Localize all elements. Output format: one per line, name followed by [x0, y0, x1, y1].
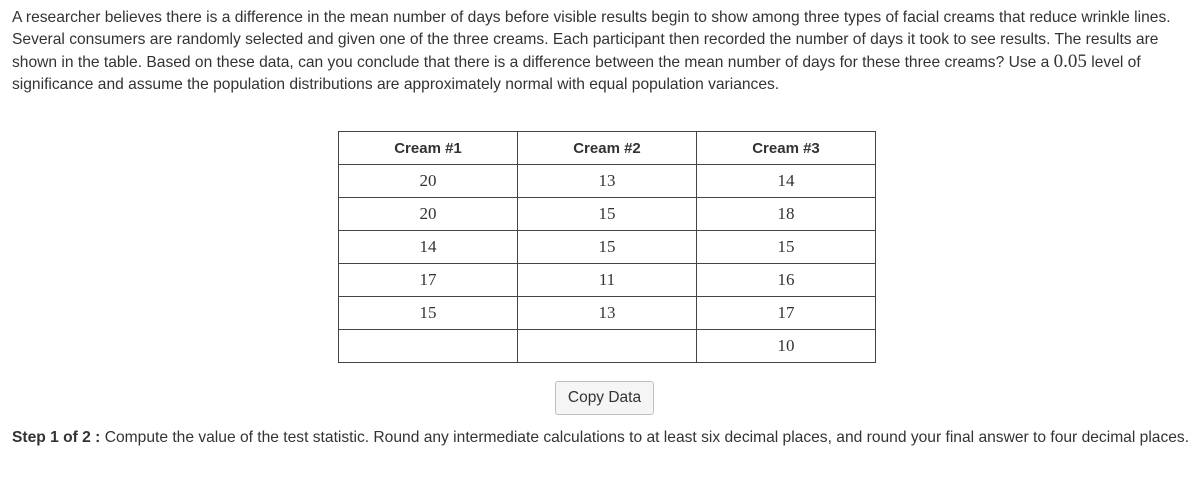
step-label: Step 1 of 2 : [12, 429, 101, 446]
table-cell: 18 [697, 198, 876, 231]
table-row [339, 231, 876, 264]
header-cream-1: Cream #1 [339, 132, 518, 165]
significance-level: 0.05 [1053, 51, 1087, 72]
table-cell: 17 [697, 297, 876, 330]
problem-text-after: level of significance and assume the population distributions are approximately normal with equal population variances. [12, 54, 1141, 93]
table-cell: 14 [697, 165, 876, 198]
table-cell: 14 [339, 231, 518, 264]
table-cell: 20 [339, 198, 518, 231]
header-cream-2: Cream #2 [518, 132, 697, 165]
table-cell: 15 [518, 198, 697, 231]
cream-data-table [338, 131, 876, 363]
problem-text-before: A researcher believes there is a difference in the mean number of days before visible results begin to show among three types of facial creams that reduce wrinkle lines. Several consumers are randomly selected and given one of the three creams. Each participant then recorded the number of days it took to see results. The results are shown in the table. Based on these data, can you conclude that there is a difference between the mean number of days for these three creams? Use a [12, 9, 1171, 71]
table-row [339, 297, 876, 330]
table-row [339, 330, 876, 363]
table-cell: 10 [697, 330, 876, 363]
table-cell [339, 330, 518, 363]
table-cell: 13 [518, 297, 697, 330]
problem-statement [12, 7, 1194, 96]
step-instructions [12, 427, 1194, 449]
table-row [339, 165, 876, 198]
table-cell: 20 [339, 165, 518, 198]
step-text: Compute the value of the test statistic. Round any intermediate calculations to at least six decimal places, and round your final answer to four decimal places. [100, 429, 1190, 446]
table-row [339, 198, 876, 231]
table-header-row [339, 132, 876, 165]
table-cell: 17 [339, 264, 518, 297]
header-cream-3: Cream #3 [697, 132, 876, 165]
table-cell: 13 [518, 165, 697, 198]
table-cell: 15 [339, 297, 518, 330]
copy-data-button[interactable]: Copy Data [555, 381, 654, 415]
table-cell: 15 [518, 231, 697, 264]
table-row [339, 264, 876, 297]
table-cell: 16 [697, 264, 876, 297]
table-cell [518, 330, 697, 363]
table-cell: 15 [697, 231, 876, 264]
table-cell: 11 [518, 264, 697, 297]
